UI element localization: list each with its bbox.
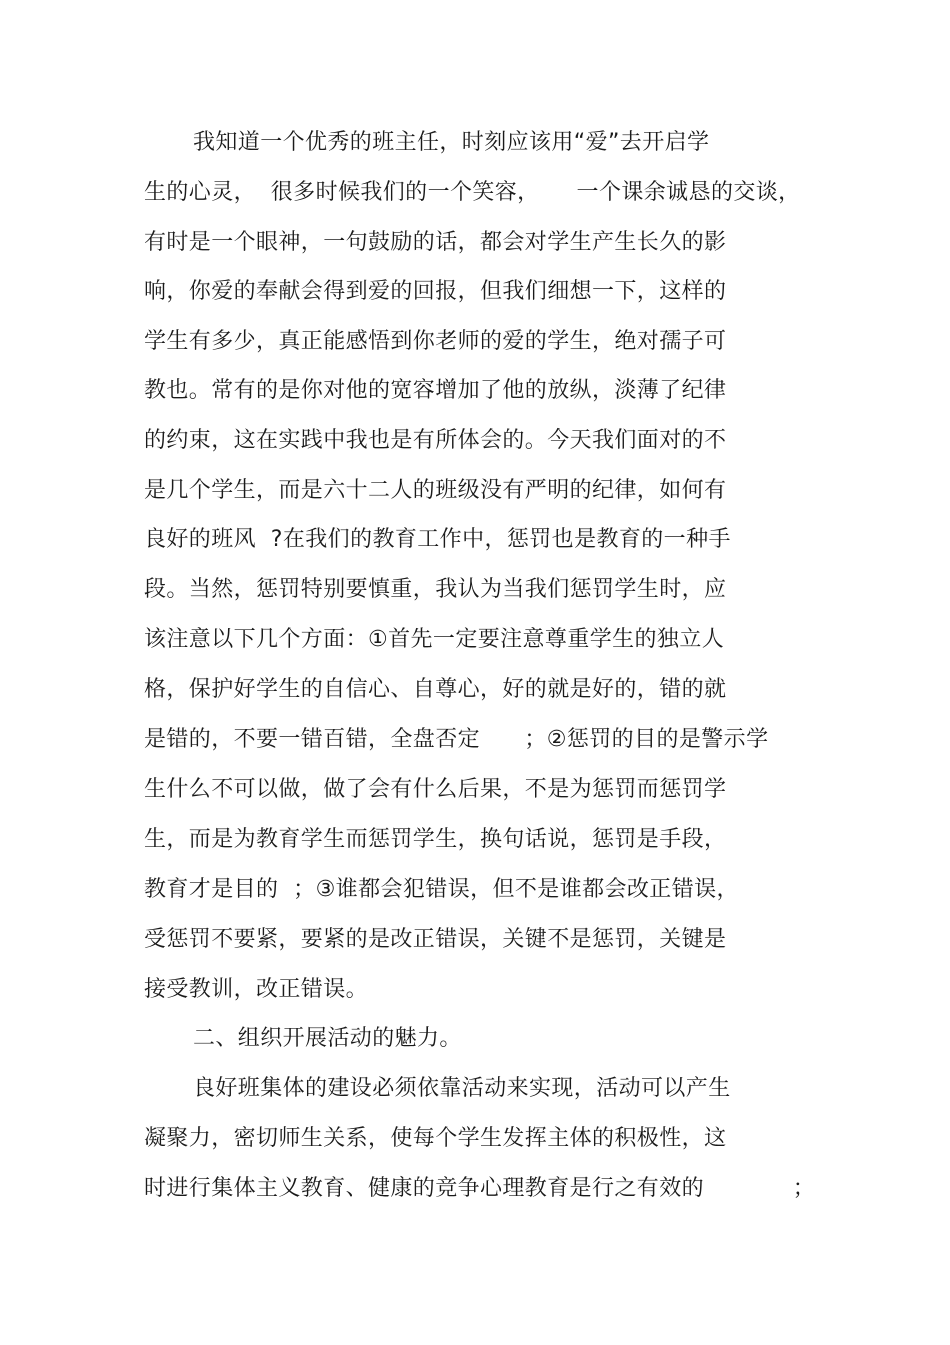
paragraph-line: 教育才是目的 ；③谁都会犯错误，但不是谁都会改正错误， (144, 877, 739, 902)
paragraph-line: 凝聚力，密切师生关系，使每个学生发挥主体的积极性，这 (144, 1126, 727, 1151)
paragraph-line: 接受教训，改正错误。 (144, 977, 369, 1002)
paragraph-line: 教也。常有的是你对他的宽容增加了他的放纵，淡薄了纪律 (144, 378, 727, 403)
paragraph-line: 该注意以下几个方面：①首先一定要注意尊重学生的独立人 (144, 627, 725, 652)
paragraph-line: 是错的，不要一错百错，全盘否定 ；②惩罚的目的是警示学 (144, 727, 769, 752)
paragraph-line: 生什么不可以做，做了会有什么后果，不是为惩罚而惩罚学 (144, 777, 727, 802)
paragraph-line: 格，保护好学生的自信心、自尊心，好的就是好的，错的就 (144, 677, 727, 702)
paragraph-line: 段。当然，惩罚特别要慎重，我认为当我们惩罚学生时，应 (144, 577, 727, 602)
paragraph-line: 生的心灵， 很多时候我们的一个笑容， 一个课余诚恳的交谈， (144, 180, 801, 205)
paragraph-line: 我知道一个优秀的班主任，时刻应该用“爱”去开启学 (193, 130, 710, 155)
paragraph-line: 时进行集体主义教育、健康的竞争心理教育是行之有效的 ； (144, 1176, 816, 1201)
paragraph-line: 响，你爱的奉献会得到爱的回报，但我们细想一下，这样的 (144, 279, 727, 304)
paragraph-line: 有时是一个眼神，一句鼓励的话，都会对学生产生长久的影 (144, 230, 727, 255)
section-heading: 二、组织开展活动的魅力。 (193, 1026, 462, 1051)
paragraph-line: 良好班集体的建设必须依靠活动来实现，活动可以产生 (193, 1076, 731, 1101)
paragraph-line: 生，而是为教育学生而惩罚学生，换句话说，惩罚是手段， (144, 827, 727, 852)
paragraph-line: 良好的班风 ?在我们的教育工作中，惩罚也是教育的一种手 (144, 527, 731, 552)
paragraph-line: 学生有多少，真正能感悟到你老师的爱的学生，绝对孺子可 (144, 329, 727, 354)
paragraph-line: 是几个学生，而是六十二人的班级没有严明的纪律，如何有 (144, 478, 727, 503)
paragraph-line: 的约束，这在实践中我也是有所体会的。今天我们面对的不 (144, 428, 727, 453)
paragraph-line: 受惩罚不要紧，要紧的是改正错误，关键不是惩罚，关键是 (144, 927, 727, 952)
